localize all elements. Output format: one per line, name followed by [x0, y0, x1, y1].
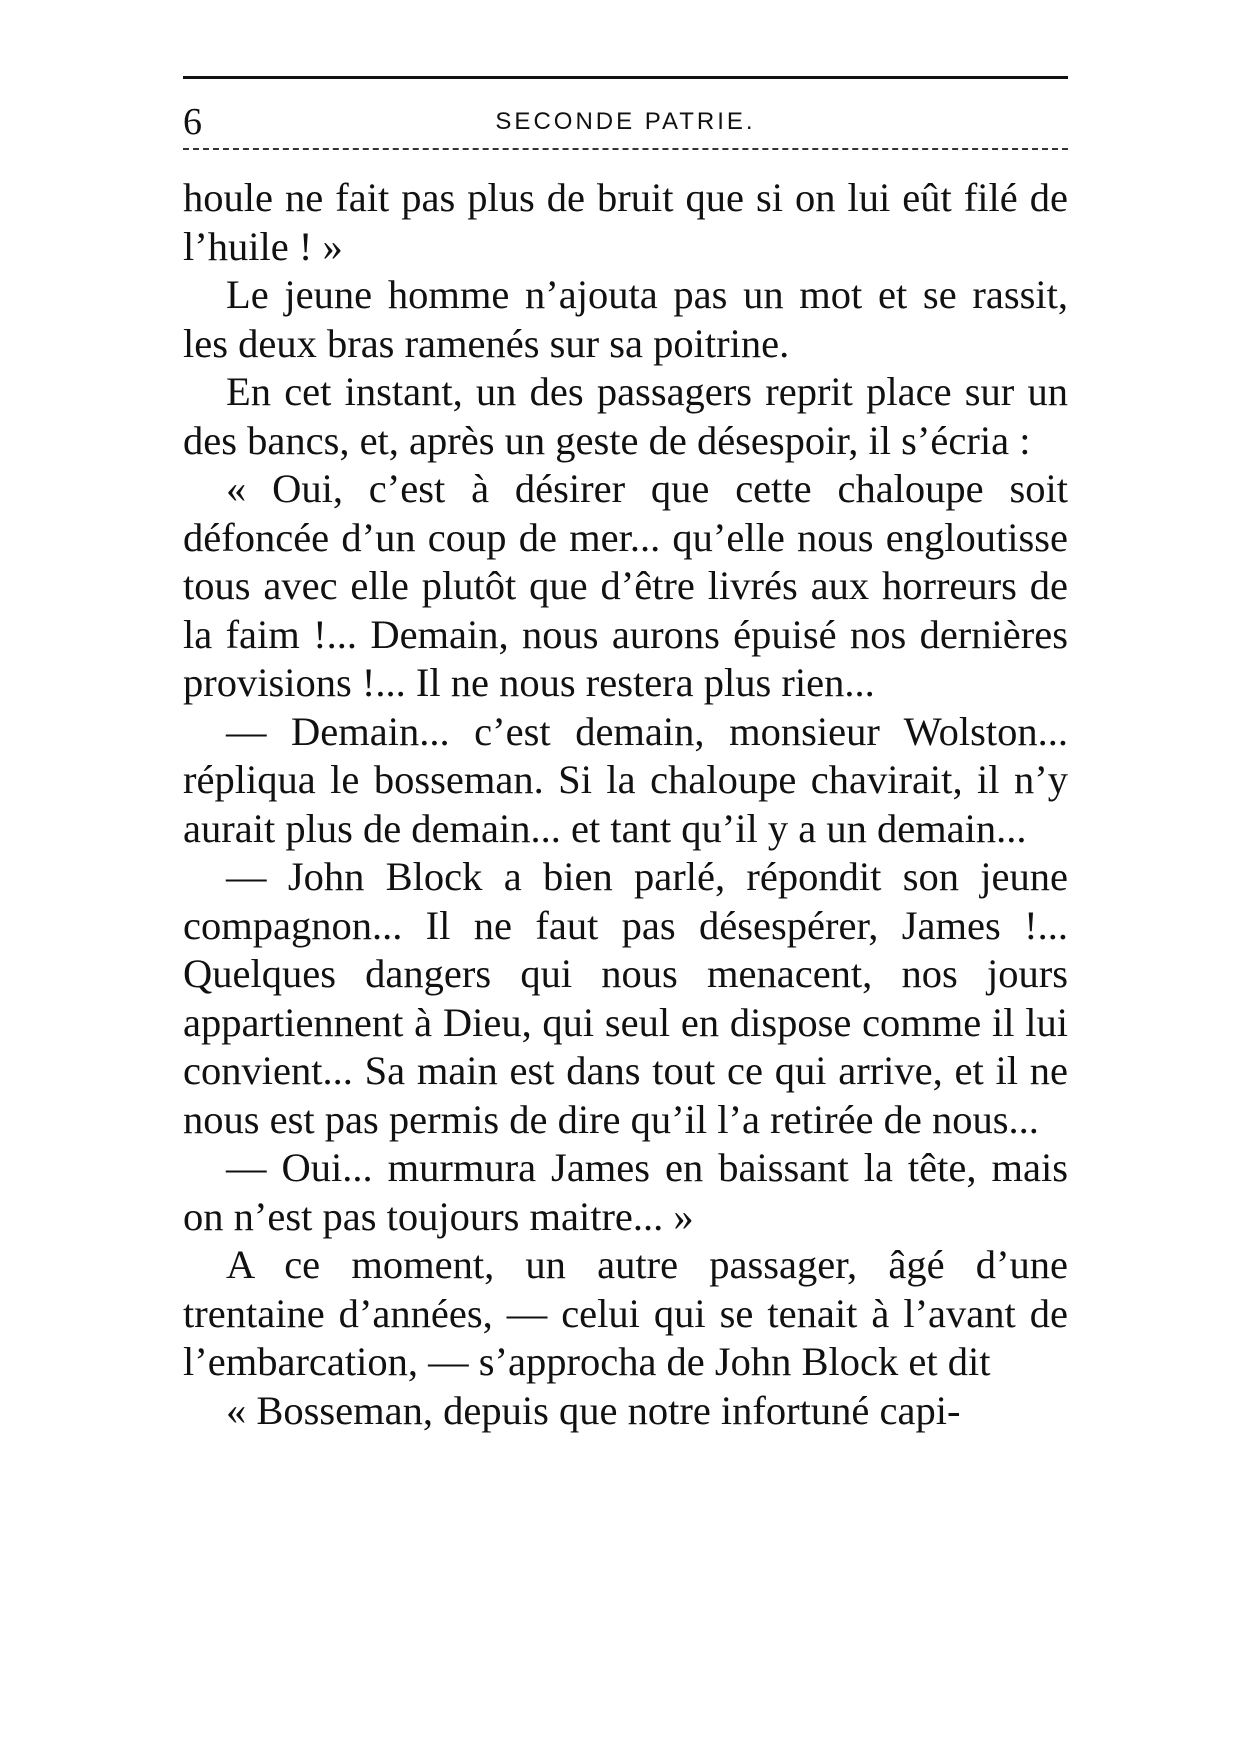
paragraph-continued: houle ne fait pas plus de bruit que si on lui eût filé de l’huile ! » [183, 175, 1068, 269]
paragraph: — Demain... c’est demain, monsieur Wolston... répliqua le bosseman. Si la chaloupe chavirait, il n’y aurait plus de demain... et tant qu’il y a un demain... [183, 708, 1068, 851]
paragraph: « Bosseman, depuis que notre infortuné capi- [226, 1387, 961, 1433]
paragraph: Le jeune homme n’ajouta pas un mot et se rassit, les deux bras ramenés sur sa poitrine. [183, 272, 1068, 366]
paragraph: — John Block a bien parlé, répondit son jeune compagnon... Il ne faut pas désespérer, James !... Quelques dangers qui nous menacent, nos jours appartiennent à Dieu, qui seul en dispose comme il lui convient... Sa main est dans tout ce qui arrive, et il ne nous est pas permis de dire qu’il l’a retirée de nous... [183, 854, 1068, 1142]
page-number: 6 [183, 101, 202, 143]
paragraph: « Oui, c’est à désirer que cette chaloupe soit défoncée d’un coup de mer... qu’elle nous engloutisse tous avec elle plutôt que d’être livrés aux horreurs de la faim !... Demain, nous aurons épuisé nos dernières provisions !... Il ne nous restera plus rien... [183, 466, 1068, 705]
paragraph: En cet instant, un des passagers reprit place sur un des bancs, et, après un geste de désespoir, il s’écria : [183, 369, 1068, 463]
paragraph: — Oui... murmura James en baissant la tête, mais on n’est pas toujours maitre... » [183, 1145, 1068, 1239]
body-text [183, 174, 1068, 1435]
top-rule [183, 76, 1068, 79]
running-head [183, 102, 1068, 142]
header-rule [183, 148, 1068, 150]
book-page [183, 70, 1068, 1710]
paragraph: A ce moment, un autre passager, âgé d’une trentaine d’années, — celui qui se tenait à l’avant de l’embarcation, — s’approcha de John Block et dit [183, 1242, 1068, 1384]
running-title: SECONDE PATRIE. [495, 108, 756, 135]
